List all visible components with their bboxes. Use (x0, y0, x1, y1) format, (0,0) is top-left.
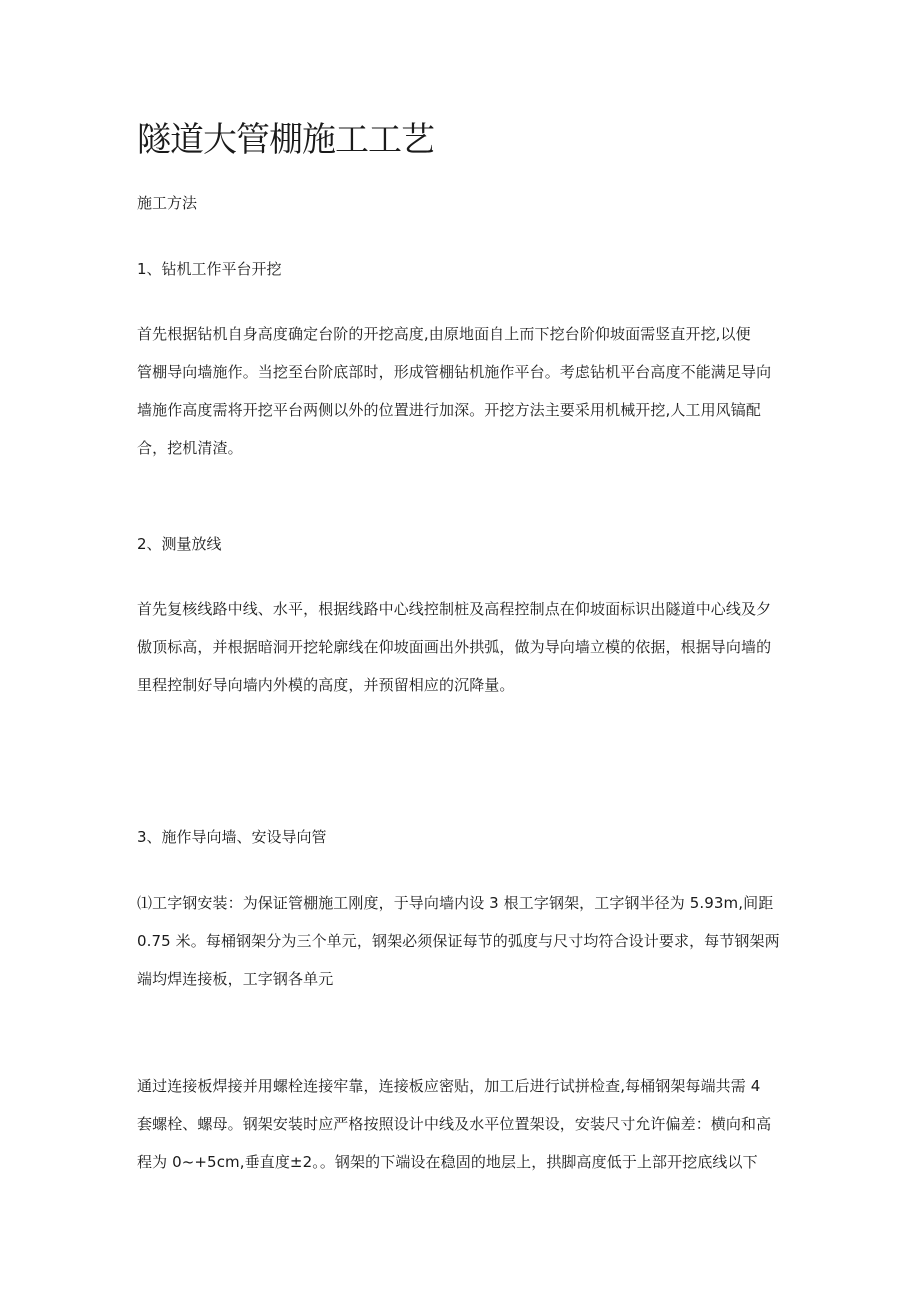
text-line: 端均焊连接板，工字钢各单元 (137, 970, 334, 988)
section-1-heading: 1、钻机工作平台开挖 (137, 260, 282, 278)
text-line: 套螺栓、螺母。钢架安装时应严格按照设计中线及水平位置架设，安装尺寸允许偏差：横向和高 (137, 1115, 772, 1133)
text-line: 墙施作高度需将开挖平台两侧以外的位置进行加深。开挖方法主要采用机械开挖,人工用风镐配 (137, 401, 761, 419)
text-line: 首先复核线路中线、水平，根据线路中心线控制桩及高程控制点在仰坡面标识出隧道中心线及夕 (137, 600, 772, 618)
text-line: 合，挖机清渣。 (137, 439, 243, 457)
text-line: 通过连接板焊接并用螺栓连接牢靠，连接板应密贴，加工后进行试拼检查,每桶钢架每端共需 4 (137, 1077, 761, 1095)
page-title: 隧道大管棚施工工艺 (137, 120, 434, 160)
section-3-paragraph-1 (137, 884, 789, 998)
text-line: 0.75 米。每桶钢架分为三个单元，钢架必须保证每节的弧度与尺寸均符合设计要求，每节钢架两 (137, 932, 780, 950)
section-3-paragraph-2 (137, 1067, 789, 1181)
text-line: ⑴工字钢安装：为保证管棚施工刚度，于导向墙内设 3 根工字钢架，工字钢半径为 5.93m,间距 (137, 894, 774, 912)
section-2-heading: 2、测量放线 (137, 535, 222, 553)
text-line: 首先根据钻机自身高度确定台阶的开挖高度,由原地面自上而下挖台阶仰坡面需竖直开挖,以便 (137, 325, 751, 343)
text-line: 里程控制好导向墙内外模的高度，并预留相应的沉降量。 (137, 676, 515, 694)
section-3-heading: 3、施作导向墙、安设导向管 (137, 828, 327, 846)
text-line: 傲顶标高，并根据暗洞开挖轮廓线在仰坡面画出外拱弧，做为导向墙立模的依据，根据导向墙的 (137, 638, 772, 656)
section-2-paragraph (137, 590, 789, 704)
text-line: 程为 0~+5cm,垂直度±2。。钢架的下端设在稳固的地层上，拱脚高度低于上部开挖底线以下 (137, 1153, 758, 1171)
method-heading: 施工方法 (137, 194, 198, 212)
section-1-paragraph (137, 315, 789, 467)
text-line: 管棚导向墙施作。当挖至台阶底部时，形成管棚钻机施作平台。考虑钻机平台高度不能满足导向 (137, 363, 772, 381)
